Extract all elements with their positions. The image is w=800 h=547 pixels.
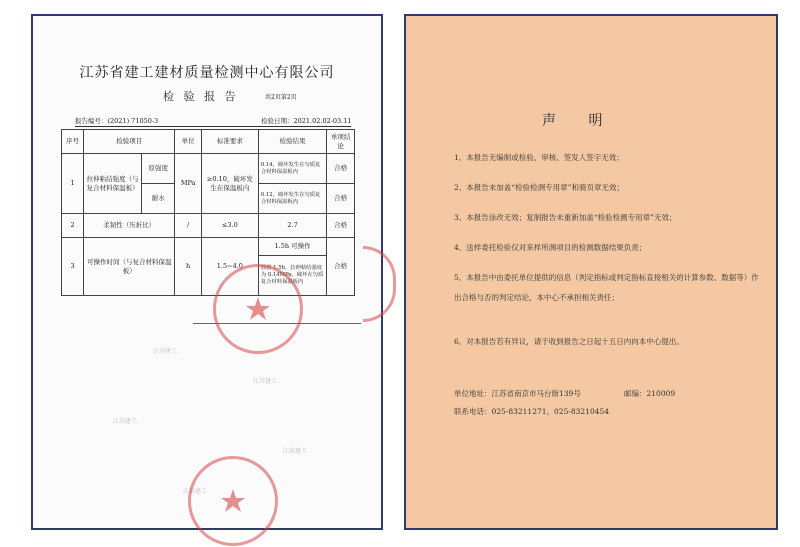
conclusion: 合格 [327, 214, 355, 238]
watermark: 江苏建工 [183, 488, 208, 495]
watermark: 江苏建工 [113, 418, 138, 425]
results-table [61, 129, 355, 296]
postcode: 邮编：210009 [624, 389, 676, 398]
page-number: 共2页第2页 [265, 94, 297, 101]
declaration-item: 5、本报告中由委托单位提供的信息（判定指标或判定指标直接相关的计算参数、数据等）作出合格与否的判定结论，本中心不承担相关责任； [454, 273, 759, 302]
stamp-star-icon [216, 267, 300, 351]
requirement: ≤3.0 [201, 214, 258, 238]
official-stamp [188, 456, 278, 546]
table-header-row [62, 130, 355, 154]
conclusion: 合格 [327, 154, 355, 184]
requirement: 1.5~4.0 [201, 238, 258, 296]
header-cell: 标准要求 [201, 130, 258, 154]
row-number: 2 [62, 214, 84, 238]
result: 0.14，破坏发生在匀质复合材料保温板内 [258, 154, 326, 184]
stamp-star-icon [191, 459, 275, 543]
unit: MPa [175, 154, 201, 214]
seam-stamp [363, 246, 396, 322]
official-stamp [213, 264, 303, 354]
row-number: 3 [62, 238, 84, 296]
header-cell: 序号 [62, 130, 84, 154]
watermark: 江苏建工 [153, 348, 178, 355]
requirement: ≥0.10，破坏发生在保温板内 [201, 154, 258, 214]
declaration-page [404, 14, 778, 530]
header-cell: 单位 [175, 130, 201, 154]
table-row [62, 214, 355, 238]
test-item: 拉伸粘结强度（与复合材料保温板） [84, 154, 142, 214]
divider [75, 126, 351, 127]
header-cell: 检验项目 [84, 130, 175, 154]
address: 单位地址：江苏省南京市马台街139号 [454, 389, 581, 398]
watermark: 江苏建工 [253, 378, 278, 385]
conclusion: 合格 [327, 184, 355, 214]
test-item: 可操作时间（与复合材料保温板） [84, 238, 175, 296]
test-date: 检验日期：2021.02.02-03.11 [261, 117, 352, 125]
declaration-item: 1、本报告无编制或检验、审核、签发人签字无效； [454, 153, 624, 162]
unit: / [175, 214, 201, 238]
report-title: 检 验 报 告 [163, 90, 239, 103]
declaration-item: 6、对本报告若有异议，请于收到报告之日起十五日内向本中心提出。 [454, 337, 684, 346]
phone: 联系电话：025-83211271、025-83210454 [454, 407, 610, 416]
header-cell: 单项结论 [327, 130, 355, 154]
conclusion: 合格 [327, 238, 355, 296]
declaration-item: 3、本报告涂改无效；复制报告未重新加盖“检验检测专用章”无效； [454, 213, 677, 222]
result: 0.12，破坏发生在匀质复合材料保温板内 [258, 184, 326, 214]
report-page [31, 14, 383, 530]
unit: h [175, 238, 201, 296]
sub-item: 原强度 [142, 154, 175, 184]
declaration-item: 4、送样委托检验仅对来样所测项目的检测数据结果负责； [454, 243, 647, 252]
header-cell: 检验结果 [258, 130, 326, 154]
report-number: 报告编号：(2021) 71050-3 [75, 117, 159, 125]
result: 1.5h 可操作 [258, 238, 326, 256]
row-number: 1 [62, 154, 84, 214]
test-item: 柔韧性（压折比） [84, 214, 175, 238]
result: 放置 1.5h，拉伸粘结强度为 0.14MPa，破坏在匀质复合材料保温板内 [258, 256, 326, 296]
sub-item: 耐水 [142, 184, 175, 214]
result: 2.7 [258, 214, 326, 238]
declaration-item: 2、本报告未加盖“检验检测专用章”和骑页章无效； [454, 183, 624, 192]
declaration-title: 声 明 [542, 113, 617, 129]
table-row [62, 238, 355, 256]
table-row [62, 154, 355, 184]
company-name: 江苏省建工建材质量检测中心有限公司 [79, 65, 335, 81]
watermark: 江苏建工 [283, 448, 308, 455]
